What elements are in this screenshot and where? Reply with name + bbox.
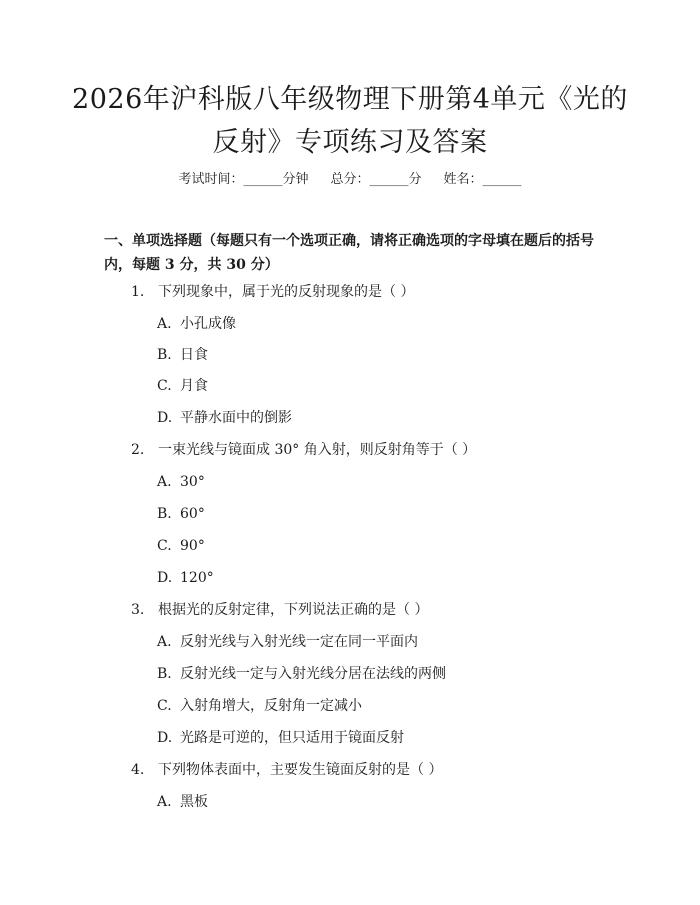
exam-info-line — [0, 168, 700, 187]
option-letter: C. — [157, 698, 172, 714]
question-number: 2. — [131, 442, 145, 458]
option-text: 反射光线与入射光线一定在同一平面内 — [180, 634, 418, 650]
question-number: 4. — [131, 762, 145, 778]
option-letter: B. — [157, 347, 172, 363]
question-number: 1. — [131, 284, 145, 300]
option-text: 黑板 — [180, 794, 208, 810]
option-letter: A. — [157, 316, 172, 332]
option-letter: A. — [157, 634, 172, 650]
option-text: 平静水面中的倒影 — [180, 410, 292, 426]
question-text: 根据光的反射定律，下列说法正确的是（ ） — [158, 602, 429, 618]
option-letter: C. — [157, 378, 172, 394]
option-text: 反射光线一定与入射光线分居在法线的两侧 — [180, 666, 446, 682]
question-text: 一束光线与镜面成 30° 角入射，则反射角等于（ ） — [158, 442, 477, 458]
question-text: 下列现象中，属于光的反射现象的是（ ） — [158, 284, 415, 300]
option-text: 60° — [180, 506, 205, 522]
option-letter: B. — [157, 666, 172, 682]
option-text: 120° — [180, 570, 214, 586]
option-letter: D. — [157, 410, 173, 426]
option-text: 30° — [180, 474, 205, 490]
option-text: 90° — [180, 538, 205, 554]
option-letter: B. — [157, 506, 172, 522]
total-score-field: 总分：______分 — [330, 172, 422, 187]
option-letter: D. — [157, 570, 173, 586]
question-number: 3. — [131, 602, 145, 618]
option-text: 日食 — [180, 347, 208, 363]
page-title: 2026年沪科版八年级物理下册第4单元《光的反射》专项练习及答案 — [72, 84, 628, 158]
option-letter: D. — [157, 730, 173, 746]
option-text: 月食 — [180, 378, 208, 394]
exam-time-field: 考试时间：______分钟 — [178, 172, 309, 187]
option-text: 入射角增大，反射角一定减小 — [180, 698, 362, 714]
option-letter: A. — [157, 474, 172, 490]
option-text: 光路是可逆的，但只适用于镜面反射 — [180, 730, 404, 746]
option-text: 小孔成像 — [180, 316, 236, 332]
option-letter: A. — [157, 794, 172, 810]
option-letter: C. — [157, 538, 172, 554]
student-name-field: 姓名：______ — [443, 172, 522, 187]
question-text: 下列物体表面中，主要发生镜面反射的是（ ） — [158, 762, 443, 778]
section-heading: 一、单项选择题（每题只有一个选项正确，请将正确选项的字母填在题后的括号内，每题 3 分，共 30 分） — [104, 233, 594, 273]
